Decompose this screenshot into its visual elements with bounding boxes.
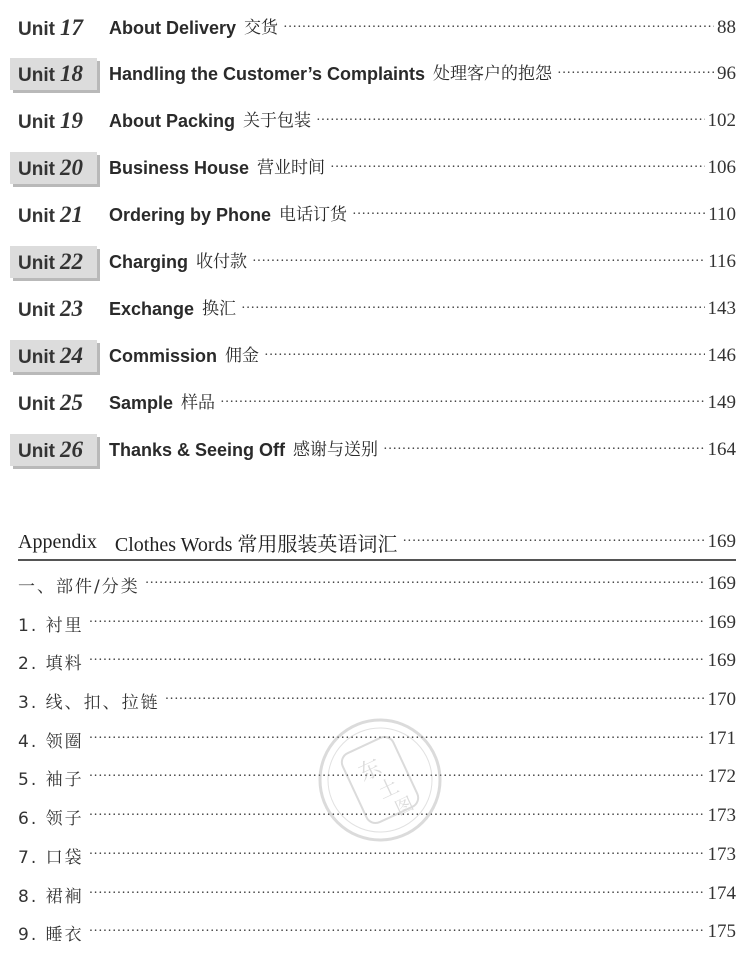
unit-word: Unit [18,19,55,40]
page-number: 175 [707,921,736,942]
entry-title-en: Handling the Customer’s Complaints [109,64,426,84]
toc-unit-row[interactable] [0,56,750,92]
page-number: 173 [707,844,736,865]
toc-entry [109,291,736,327]
toc-entry [109,338,736,374]
page-number: 169 [707,612,736,633]
toc-unit-row[interactable] [0,103,750,139]
unit-badge [10,12,97,44]
page-number: 143 [707,298,736,319]
page-number: 116 [708,251,736,272]
toc-unit-row[interactable] [0,432,750,468]
unit-number: 21 [59,202,83,227]
toc-entry [109,103,736,139]
list-item-label: 6. 领子 [18,808,84,829]
toc-unit-row[interactable] [0,10,750,46]
dot-leader [252,244,705,280]
page-number: 169 [707,650,736,671]
list-item-label: 3. 线、扣、拉链 [18,692,160,713]
list-item-label: 一、部件/分类 [18,576,140,597]
toc-entry [109,10,736,46]
entry-title-cn: 处理客户的抱怨 [433,64,553,84]
page-number: 146 [707,345,736,366]
unit-word: Unit [18,300,55,321]
toc-list-item[interactable] [18,605,736,641]
dot-leader [383,432,704,468]
list-item-label: 7. 口袋 [18,847,84,868]
page-number: 88 [717,17,736,38]
dot-leader [557,56,714,92]
entry-title-cn: 样品 [181,393,216,413]
dot-leader [316,103,704,139]
unit-badge [10,340,97,372]
unit-badge [10,246,97,278]
page-number: 102 [707,110,736,131]
dot-leader [330,150,704,186]
page-number: 164 [707,439,736,460]
toc-unit-row[interactable] [0,197,750,233]
page-number: 169 [707,531,736,552]
entry-title-cn: 感谢与送别 [293,440,379,460]
entry-title-en: About Delivery [109,18,237,38]
toc-unit-row[interactable] [0,291,750,327]
unit-number: 23 [59,296,83,321]
unit-number: 20 [59,155,83,180]
unit-number: 19 [59,108,83,133]
page-number: 170 [707,689,736,710]
entry-title-en: About Packing [109,111,236,131]
stamp-char: 东 [354,754,386,787]
dot-leader [145,566,705,602]
entry-title-cn: 交货 [244,18,279,38]
list-item-label: 2. 填料 [18,653,84,674]
list-item-label: 8. 裙裥 [18,886,84,907]
toc-entry [109,56,736,92]
unit-badge [10,152,97,184]
dot-leader [89,914,705,950]
page-number: 169 [707,573,736,594]
unit-number: 24 [59,343,83,368]
appendix-label: Appendix [18,530,97,553]
unit-number: 22 [59,249,83,274]
toc-unit-row[interactable] [0,244,750,280]
dot-leader [89,605,705,641]
unit-word: Unit [18,347,55,368]
unit-word: Unit [18,441,55,462]
toc-list-item[interactable] [18,643,736,679]
unit-word: Unit [18,112,55,133]
unit-number: 17 [59,15,83,40]
toc-entry [109,385,736,421]
appendix-title: Clothes Words 常用服装英语词汇 [114,533,398,556]
toc-list-item[interactable] [18,566,736,602]
dot-leader [89,643,705,679]
toc-entry [109,244,736,280]
unit-number: 26 [59,437,83,462]
unit-word: Unit [18,394,55,415]
unit-badge [10,387,97,419]
appendix-rule [18,559,736,561]
toc-unit-row[interactable] [0,150,750,186]
entry-title-cn: 营业时间 [257,158,326,178]
entry-title-en: Ordering by Phone [109,205,272,225]
unit-badge [10,434,97,466]
entry-title-en: Commission [109,346,218,366]
toc-entry [109,432,736,468]
entry-title-cn: 关于包装 [243,111,312,131]
entry-title-en: Charging [109,252,188,272]
list-item-label: 9. 睡衣 [18,924,84,945]
dot-leader [241,291,704,327]
unit-word: Unit [18,159,55,180]
stamp-char: 图 [391,793,418,820]
page-number: 106 [707,157,736,178]
toc-entry [109,197,736,233]
dot-leader [264,338,704,374]
unit-word: Unit [18,253,55,274]
page-number: 174 [707,883,736,904]
entry-title-en: Business House [109,158,250,178]
page-number: 110 [708,204,736,225]
list-item-label: 4. 领圈 [18,731,84,752]
unit-badge [10,58,97,90]
unit-badge [10,199,97,231]
dot-leader [89,876,705,912]
entry-title-cn: 换汇 [202,299,237,319]
library-stamp-watermark [312,712,448,848]
page-number: 173 [707,805,736,826]
list-item-label: 5. 袖子 [18,769,84,790]
unit-number: 25 [59,390,83,415]
dot-leader [283,10,714,46]
entry-title-cn: 电话订货 [279,205,348,225]
page-number: 149 [707,392,736,413]
toc-list-item[interactable] [18,876,736,912]
page-number: 171 [707,728,736,749]
toc-entry [109,150,736,186]
page-number: 96 [717,63,736,84]
list-item-label: 1. 衬里 [18,615,84,636]
toc-list-item[interactable] [18,914,736,950]
entry-title-en: Sample [109,393,174,413]
entry-title-en: Thanks & Seeing Off [109,440,286,460]
entry-title-cn: 收付款 [196,252,247,272]
entry-title-cn: 佣金 [225,346,260,366]
unit-word: Unit [18,65,55,86]
unit-badge [10,105,97,137]
appendix-heading[interactable] [18,524,736,560]
dot-leader [402,524,704,560]
toc-unit-row[interactable] [0,385,750,421]
dot-leader [352,197,705,233]
dot-leader [220,385,704,421]
entry-title-en: Exchange [109,299,195,319]
unit-badge [10,293,97,325]
page-number: 172 [707,766,736,787]
stamp-char: 土 [374,773,403,804]
toc-unit-row[interactable] [0,338,750,374]
unit-number: 18 [59,61,83,86]
unit-word: Unit [18,206,55,227]
